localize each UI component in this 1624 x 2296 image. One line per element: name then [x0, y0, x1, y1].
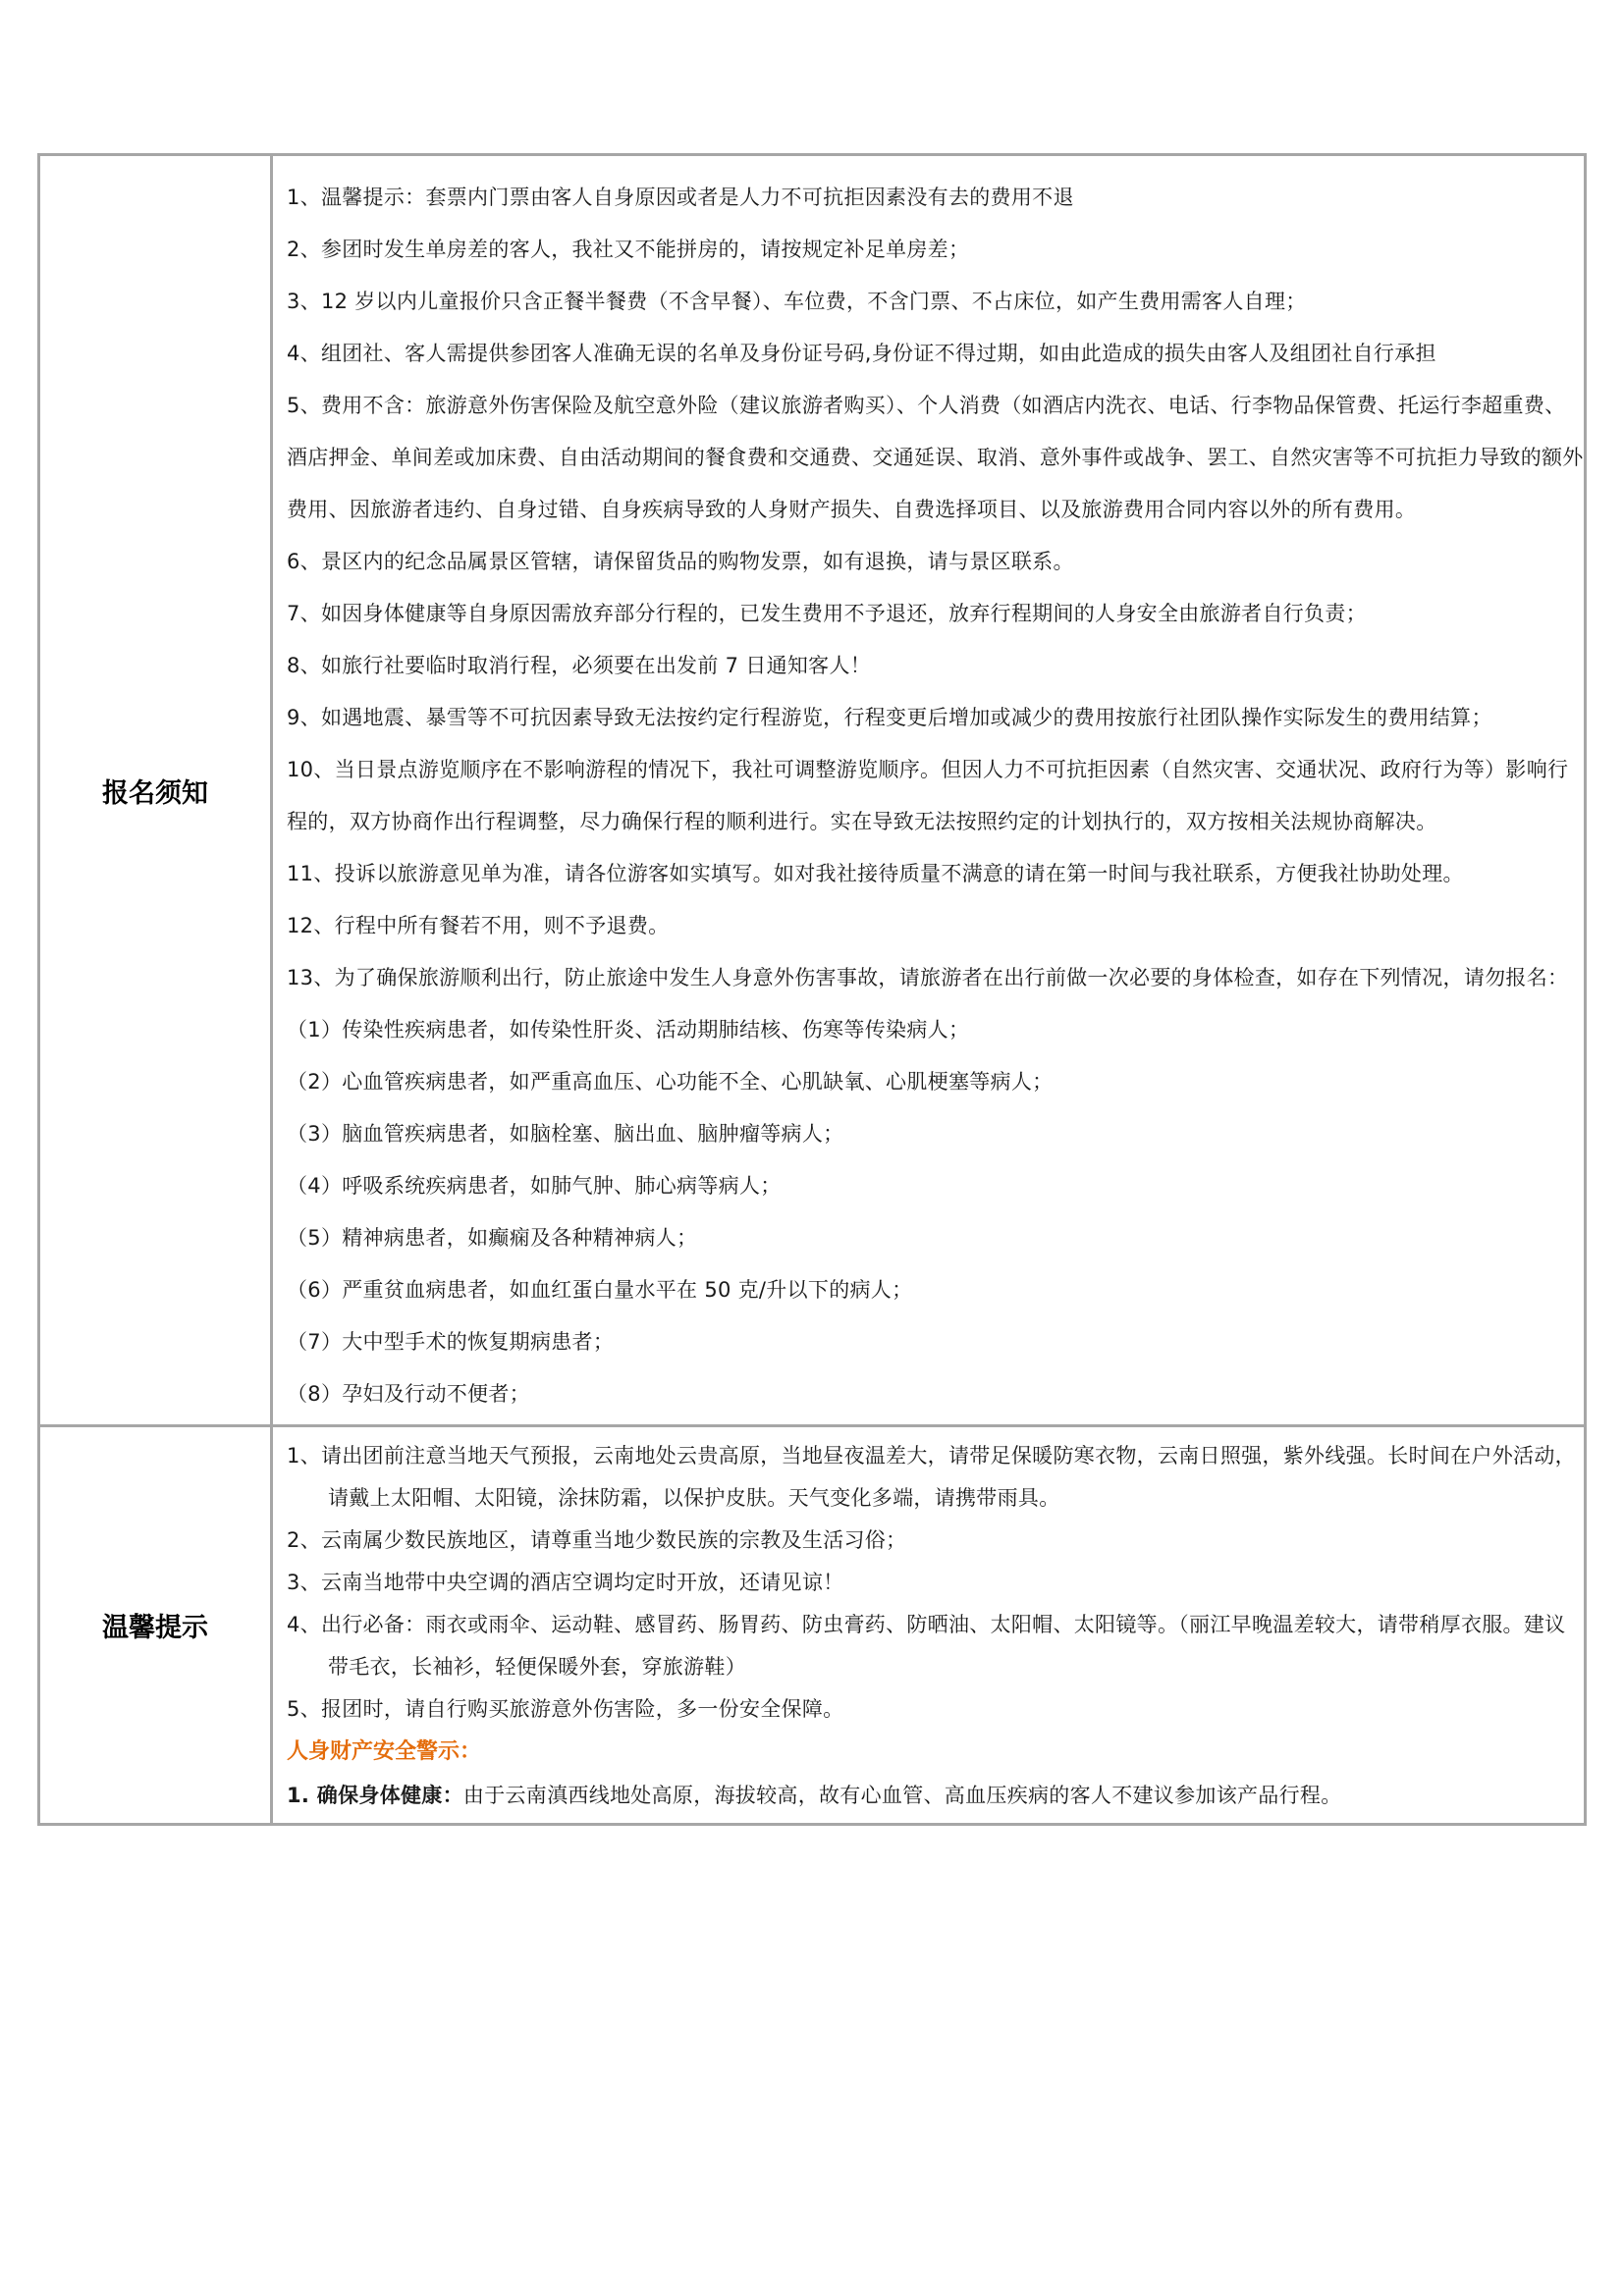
safety-item-head: 1. 确保身体健康： — [287, 1784, 463, 1807]
tip-item-5: 5、报团时，请自行购买旅游意外伤害险，多一份安全保障。 — [287, 1697, 844, 1721]
notice-item-9: 9、如遇地震、暴雪等不可抗因素导致无法按约定行程游览，行程变更后增加或减少的费用按旅行社团队操作实际发生的费用结算； — [287, 706, 1492, 729]
notice-item-13: 13、为了确保旅游顺利出行，防止旅途中发生人身意外伤害事故，请旅游者在出行前做一次必要的身体检查，如存在下列情况，请勿报名： — [287, 966, 1569, 989]
health-condition-6: （6）严重贫血病患者，如血红蛋白量水平在 50 克/升以下的病人； — [287, 1278, 913, 1302]
health-condition-3: （3）脑血管疾病患者，如脑栓塞、脑出血、脑肿瘤等病人； — [287, 1122, 844, 1146]
notice-item-6: 6、景区内的纪念品属景区管辖，请保留货品的购物发票，如有退换，请与景区联系。 — [287, 550, 1074, 573]
tips-content — [272, 1426, 1586, 1825]
health-condition-4: （4）呼吸系统疾病患者，如肺气肿、肺心病等病人； — [287, 1174, 782, 1198]
health-condition-7: （7）大中型手术的恢复期病患者； — [287, 1330, 615, 1354]
notice-item-10: 10、当日景点游览顺序在不影响游程的情况下，我社可调整游览顺序。但因人力不可抗拒因素（自然灾害、交通状况、政府行为等）影响行程的，双方协商作出行程调整，尽力确保行程的顺利进行。实在导致无法按照约定的计划执行的，双方按相关法规协商解决。 — [287, 758, 1569, 833]
notice-item-5: 5、费用不含：旅游意外伤害保险及航空意外险（建议旅游者购买）、个人消费（如酒店内洗衣、电话、行李物品保管费、托运行李超重费、酒店押金、单间差或加床费、自由活动期间的餐食费和交通费、交通延误、取消、意外事件或战争、罢工、自然灾害等不可抗拒力导致的额外费用、因旅游者违约、自身过错、自身疾病导致的人身财产损失、自费选择项目、以及旅游费用合同内容以外的所有费用。 — [287, 394, 1584, 521]
notice-item-4: 4、组团社、客人需提供参团客人准确无误的名单及身份证号码,身份证不得过期，如由此造成的损失由客人及组团社自行承担 — [287, 342, 1436, 365]
safety-warning-title: 人身财产安全警示： — [287, 1739, 482, 1764]
tips-row — [39, 1426, 1586, 1825]
notice-item-7: 7、如因身体健康等自身原因需放弃部分行程的，已发生费用不予退还，放弃行程期间的人身安全由旅游者自行负责； — [287, 602, 1367, 625]
tips-list — [287, 1435, 1584, 1731]
notice-label: 报名须知 — [39, 155, 272, 1426]
health-condition-8: （8）孕妇及行动不便者； — [287, 1382, 530, 1406]
notice-item-11: 11、投诉以旅游意见单为准，请各位游客如实填写。如对我社接待质量不满意的请在第一时间与我社联系，方便我社协助处理。 — [287, 862, 1464, 885]
notice-content — [272, 155, 1586, 1426]
tip-item-3: 3、云南当地带中央空调的酒店空调均定时开放，还请见谅！ — [287, 1571, 844, 1594]
notice-item-3: 3、12 岁以内儿童报价只含正餐半餐费（不含早餐）、车位费，不含门票、不占床位，如产生费用需客人自理； — [287, 290, 1307, 313]
notice-item-8: 8、如旅行社要临时取消行程，必须要在出发前 7 日通知客人！ — [287, 654, 872, 677]
notice-row — [39, 155, 1586, 1426]
safety-warning-item — [287, 1774, 1584, 1817]
info-table — [37, 153, 1587, 1826]
tip-item-1: 1、请出团前注意当地天气预报，云南地处云贵高原，当地昼夜温差大，请带足保暖防寒衣物，云南日照强，紫外线强。长时间在户外活动，请戴上太阳帽、太阳镜，涂抹防霜，以保护皮肤。天气变化多端，请携带雨具。 — [287, 1444, 1576, 1510]
health-condition-2: （2）心血管疾病患者，如严重高血压、心功能不全、心肌缺氧、心肌梗塞等病人； — [287, 1070, 1054, 1094]
tip-item-2: 2、云南属少数民族地区，请尊重当地少数民族的宗教及生活习俗； — [287, 1528, 907, 1552]
safety-item-body: 由于云南滇西线地处高原，海拔较高，故有心血管、高血压疾病的客人不建议参加该产品行程。 — [462, 1784, 1342, 1807]
notice-item-2: 2、参团时发生单房差的客人，我社又不能拼房的，请按规定补足单房差； — [287, 238, 970, 261]
notice-item-1: 1、温馨提示：套票内门票由客人自身原因或者是人力不可抗拒因素没有去的费用不退 — [287, 186, 1074, 209]
notice-list — [287, 172, 1584, 1420]
health-condition-1: （1）传染性疾病患者，如传染性肝炎、活动期肺结核、伤寒等传染病人； — [287, 1018, 970, 1041]
notice-item-12: 12、行程中所有餐若不用，则不予退费。 — [287, 914, 670, 937]
tips-label: 温馨提示 — [39, 1426, 272, 1825]
tip-item-4: 4、出行必备：雨衣或雨伞、运动鞋、感冒药、肠胃药、防虫膏药、防晒油、太阳帽、太阳镜等。（丽江早晚温差较大，请带稍厚衣服。建议带毛衣，长袖衫，轻便保暖外套，穿旅游鞋） — [287, 1613, 1566, 1679]
health-condition-5: （5）精神病患者，如癫痫及各种精神病人； — [287, 1226, 698, 1250]
